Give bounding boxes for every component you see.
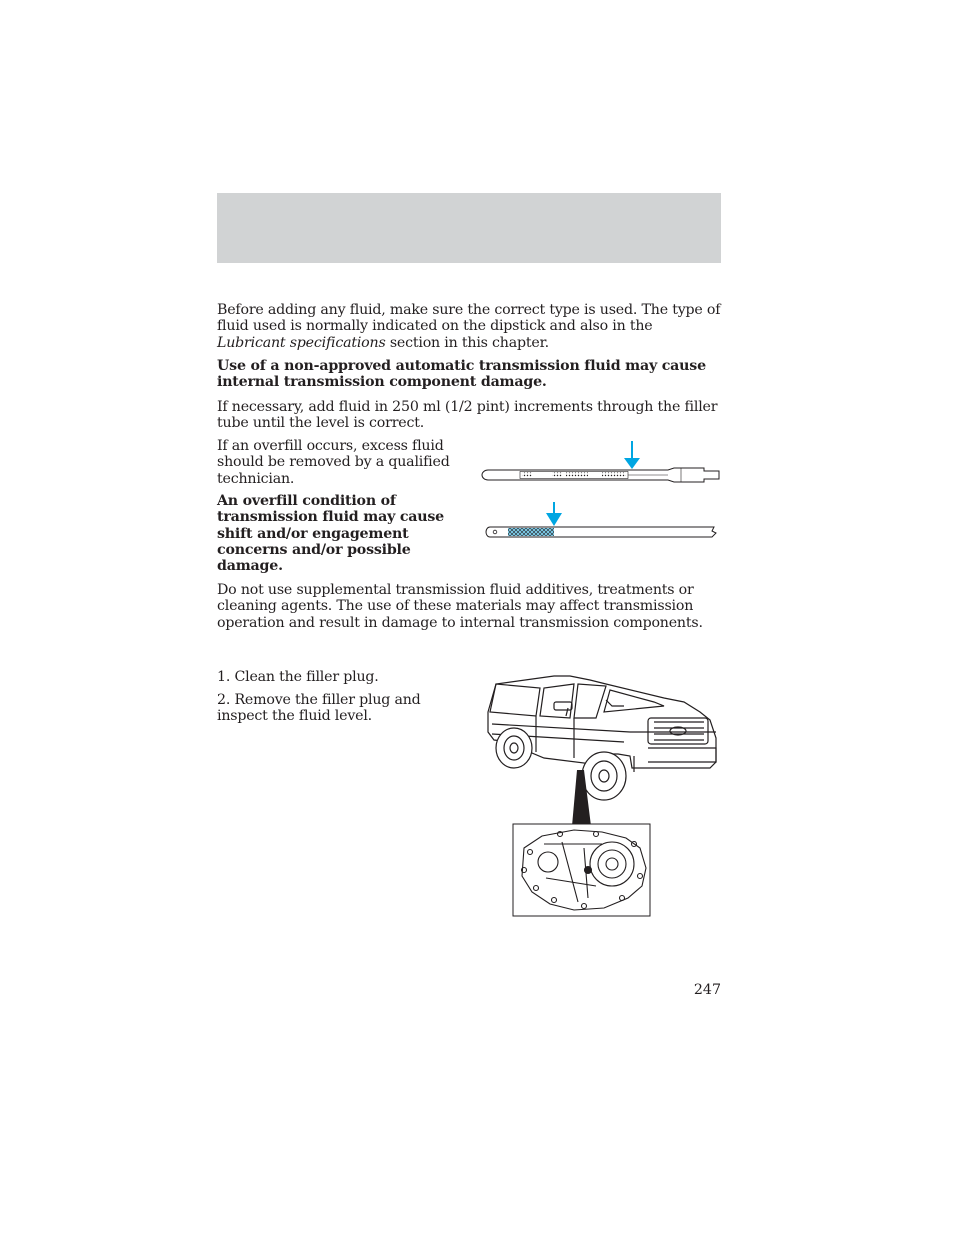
dipstick-illustration-1: [478, 438, 724, 496]
dipstick-illustration-2: [484, 498, 722, 542]
overfill-paragraph: If an overfill occurs, excess fluid should be removed by a qualified technician.: [217, 438, 450, 487]
lubricant-specifications-reference: Lubricant specifications: [217, 334, 386, 351]
non-approved-fluid-warning: Use of a non-approved automatic transmission fluid may cause internal transmission component damage.: [217, 358, 706, 391]
step-2: 2. Remove the filler plug and inspect the fluid level.: [217, 692, 421, 725]
fluid-type-paragraph: Before adding any fluid, make sure the correct type is used. The type of fluid used is normally indicated on the dipstick and also in the Lubricant specifications section in this chapter.: [217, 302, 721, 351]
additives-paragraph: Do not use supplemental transmission fluid additives, treatments or cleaning agents. The use of these materials may affect transmission operation and result in damage to internal transmission components.: [217, 582, 703, 631]
vehicle-transfer-case-illustration: [484, 672, 724, 920]
page-number: 247: [693, 982, 721, 998]
section-header-band: [217, 193, 721, 263]
add-fluid-paragraph: If necessary, add fluid in 250 ml (1/2 pint) increments through the filler tube until the level is correct.: [217, 399, 718, 432]
step-1: 1. Clean the filler plug.: [217, 669, 379, 685]
overfill-warning: An overfill condition of transmission fluid may cause shift and/or engagement concerns and/or possible damage.: [217, 493, 445, 575]
truck-wheels: [496, 728, 626, 800]
